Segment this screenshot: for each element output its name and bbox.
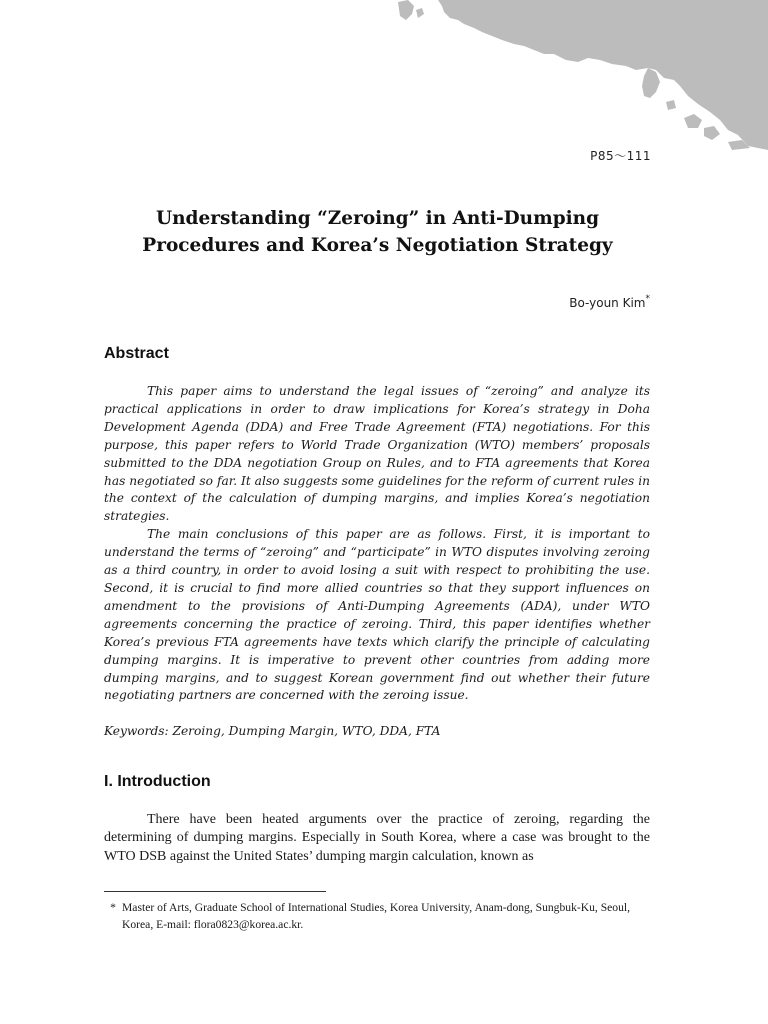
introduction-paragraph-1: There have been heated arguments over the practice of zeroing, regarding the determining of dumping margins. Especially in South Korea, where a case was brought to the WTO DSB against the United States’ dumping margin calculation, known as [104, 812, 650, 864]
footnote-divider [104, 891, 326, 892]
map-landmass [438, 0, 768, 150]
page-range: P85～111 [590, 149, 651, 163]
abstract-paragraph-2: The main conclusions of this paper are as follows. First, it is important to understand the terms of “zeroing” and “participate” in WTO disputes involving zeroing as a third country, in order to avoid losing a suit with respect to prohibiting the use. Second, it is crucial to find more allied countries so that they support influences on amendment to the provisions of Anti-Dumping Agreements (ADA), under WTO agreements concerning the practice of zeroing. Third, this paper identifies whether Korea’s previous FTA agreements have texts which clarify the principle of calculating dumping margins. It is imperative to prevent other countries from adding more dumping margins, and to suggest Korean government find out whether their future negotiating partners are concerned with the zeroing issue. [104, 527, 650, 703]
map-island [666, 100, 676, 110]
author [569, 296, 650, 310]
abstract-heading: Abstract [104, 345, 169, 362]
author-name: Bo-youn Kim [569, 296, 646, 310]
author-footnote-mark: * [645, 294, 650, 304]
map-island [416, 8, 424, 18]
keywords: Keywords: Zeroing, Dumping Margin, WTO, DDA, FTA [104, 724, 441, 738]
map-island [398, 0, 414, 20]
abstract-paragraph-1: This paper aims to understand the legal issues of “zeroing” and analyze its practical applications in order to draw implications for Korea’s strategy in Doha Development Agenda (DDA) and Free Trade Agreement (FTA) negotiations. For this purpose, this paper refers to World Trade Organization (WTO) members’ proposals submitted to the DDA negotiation Group on Rules, and to FTA agreements that Korea has negotiated so far. It also suggests some guidelines for the reform of current rules in the context of the calculation of dumping margins, and implies Korea’s negotiation strategies. [104, 384, 650, 524]
introduction-heading: I. Introduction [104, 773, 211, 790]
footnote-text: Master of Arts, Graduate School of International Studies, Korea University, Anam-dong, Sungbuk-Ku, Seoul, Korea, E-mail: flora0823@korea.ac.kr. [122, 901, 630, 931]
footnote-mark: * [110, 901, 116, 914]
map-peninsula [642, 68, 660, 98]
map-decoration [398, 0, 768, 150]
paper-title [100, 205, 655, 259]
title-line-2: Procedures and Korea’s Negotiation Strategy [142, 235, 613, 256]
map-island [704, 126, 720, 140]
title-line-1: Understanding “Zeroing” in Anti-Dumping [155, 208, 600, 229]
abstract-body [104, 383, 650, 705]
map-island [684, 114, 702, 128]
footnote [104, 899, 652, 933]
